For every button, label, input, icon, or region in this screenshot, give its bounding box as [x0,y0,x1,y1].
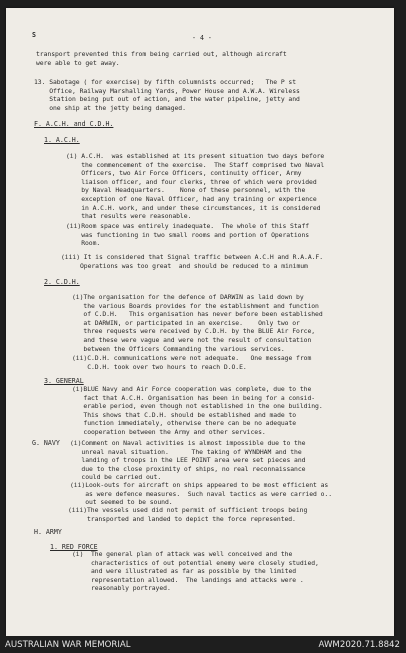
red-force-point-i: (i) The general plan of attack was well conceived and the characteristics of out potential enemy were closely studied, and were illustrated as far as possible by the limited representation allowed. The landings and attacks were . reasonably portrayed. [72,550,319,593]
document-page [6,8,394,636]
red-force-heading: 1. RED FORCE [50,543,98,551]
section-g-heading: G. NAVY [32,439,60,447]
section-h-heading: H. ARMY [34,528,62,536]
ach-point-iii: (iii) It is considered that Signal traffic between A.C.H and R.A.A.F. Operations was too great and should be reduced to a minimum [61,253,324,270]
continuation-paragraph: transport prevented this from being carried out, although aircraft were able to get away. [36,50,287,67]
cdh-point-ii: (ii)C.D.H. communications were not adequate. One message from C.D.H. took over two hours to reach D.O.E. [72,354,312,371]
section-f-heading: F. A.C.H. and C.D.H. [34,120,114,128]
archive-footer [0,636,406,653]
navy-point-iii: (iii)The vessels used did not permit of sufficient troops being transported and landed to depict the force represented. [68,506,308,523]
page-number: - 4 - [192,34,212,42]
ach-point-i: (i) A.C.H. was established at its present situation two days before the commencement of the exercise. The Staff comprised two Naval Officers, two Air Force Officers, continuity officer, Army liaison officer, and four clerks, three of which were provided by Naval Headquarters. None of these personnel, with the exception of one Naval Officer, had any training or experience in A.C.H. work, and under these circumstances, it is considered that results were reasonable. [66,152,325,221]
item-13-sabotage: 13. Sabotage ( for exercise) by fifth columnists occurred; The P st Office, Railway Marshalling Yards, Power House and A.W.A. Wireless Station being put out of action, and the water pipeline, jetty and one ship at the jetty being damaged. [34,78,300,112]
general-heading: 3. GENERAL [44,377,84,385]
cdh-point-i: (i)The organisation for the defence of DARWIN as laid down by the various Boards provides for the establishment and function of C.D.H. This organisation has never before been established at DARWIN, or participated in an exercise. Only two or three requests were received by C.D.H. by the BLUE Air Force, and these were vague and were not the result of consultation between the Officers Commanding the various services. [72,293,323,353]
institution-name: AUSTRALIAN WAR MEMORIAL [5,640,131,650]
cdh-heading: 2. C.D.H. [44,278,80,286]
navy-point-i: (i)Comment on Naval activities is almost impossible due to the unreal naval situation. The taking of WYNDHAM and the landing of troops in the LEE POINT area were set pieces and due to the close proximity of ships, no real reconnaissance could be carried out. [70,439,306,482]
navy-point-ii: (ii)Look-outs for aircraft on ships appeared to be most efficient as as were defence measures. Such naval tactics as were carried o.. out seemed to be sound. [70,481,333,507]
ach-heading: 1. A.C.H. [44,136,80,144]
general-point-i: (i)BLUE Navy and Air Force cooperation was complete, due to the fact that A.C.H. Organisation has been in being for a consid- erable period, even though not established in the one building. This shows that C.D.H. should be established and made to function immediately, otherwise there can be no adequate cooperation between the Army and other services. [72,385,323,436]
corner-mark: S [32,31,36,39]
ach-point-ii: (ii)Room space was entirely inadequate. The whole of this Staff was functioning in two small rooms and portion of Operations Room. [66,222,310,248]
catalogue-id: AWM2020.71.8842 [318,640,400,650]
